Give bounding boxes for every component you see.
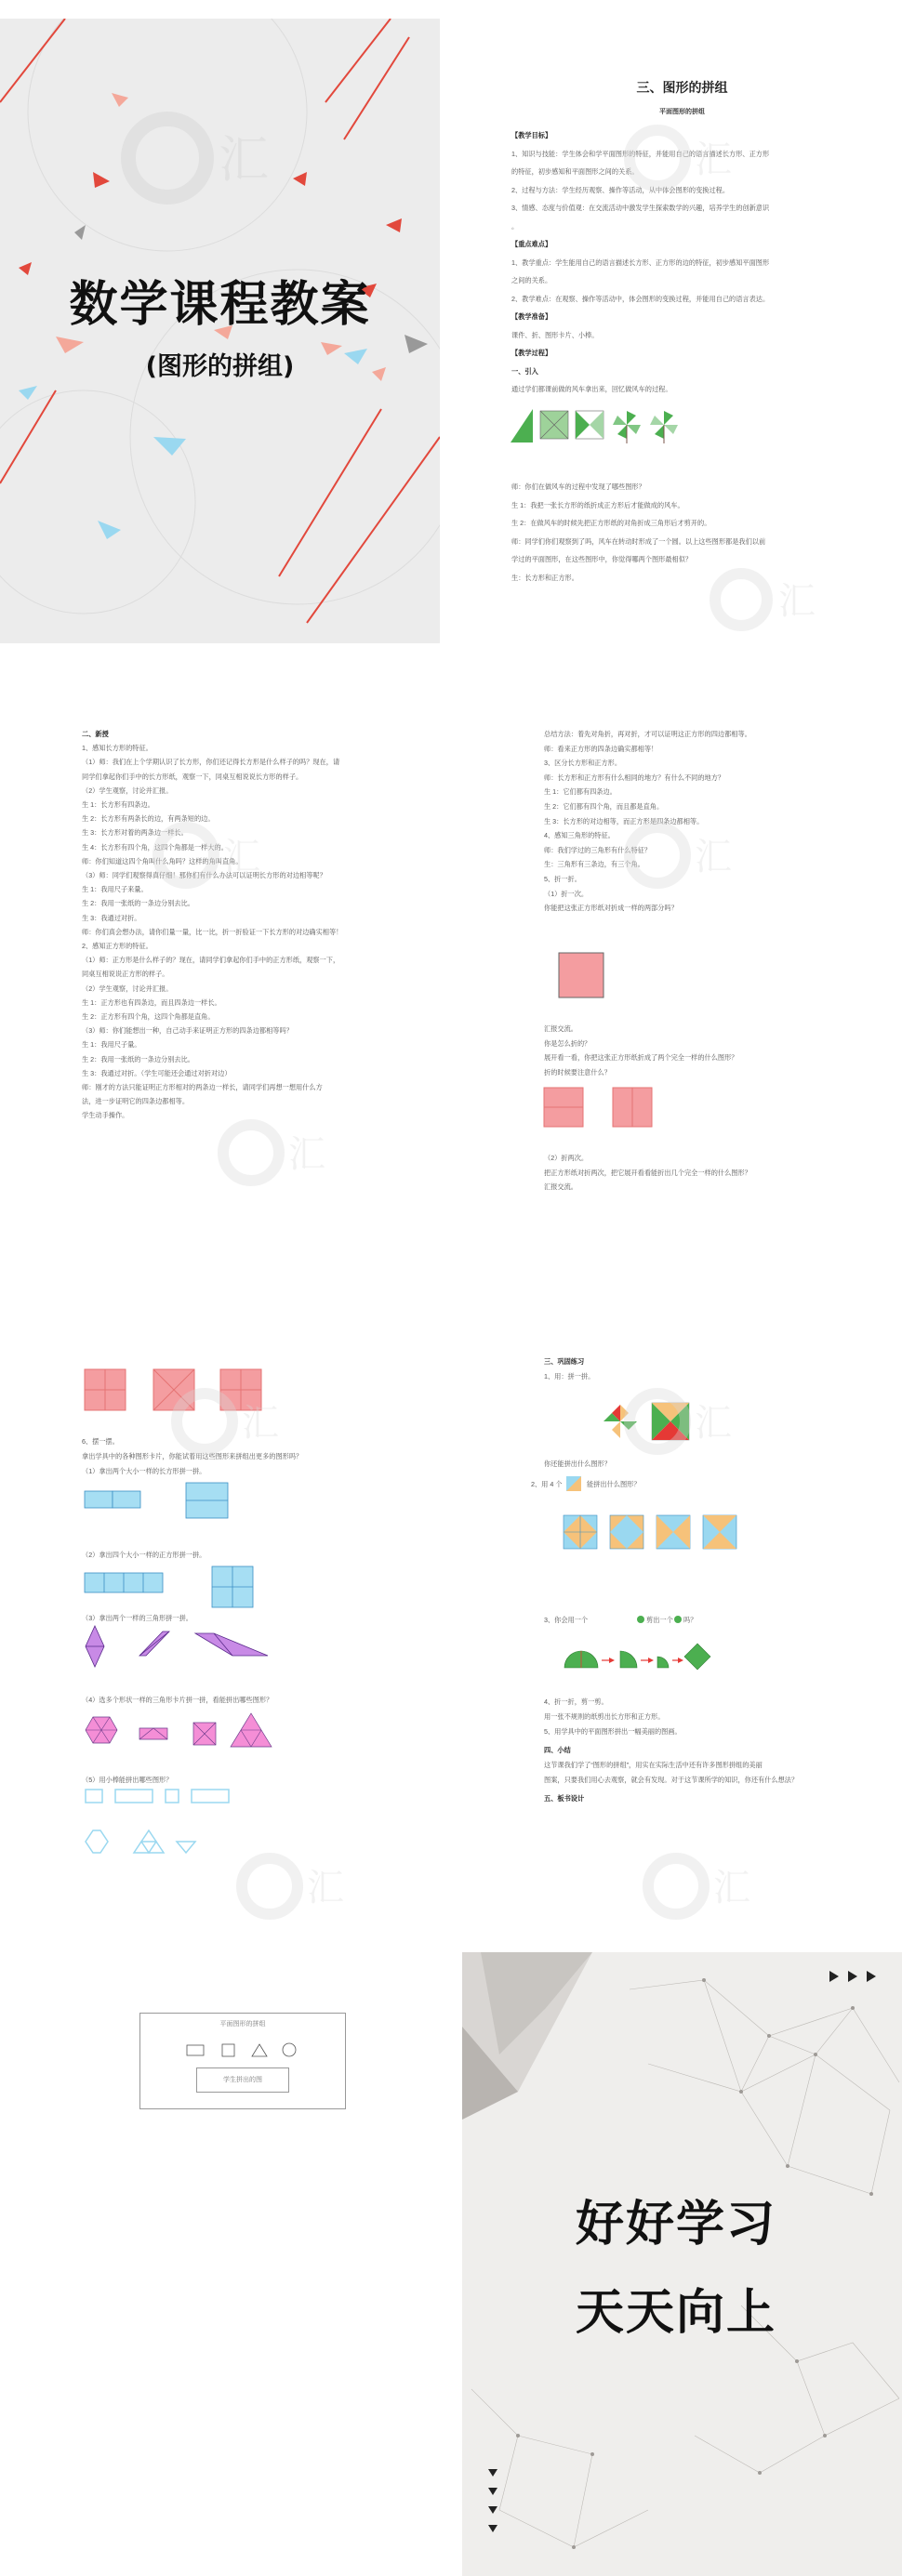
text-line: 2、用 4 个 <box>531 1480 563 1488</box>
text-line: 五、板书设计 <box>544 1794 585 1803</box>
cover-title: 数学课程教案 <box>69 277 371 333</box>
watermark-icon <box>214 1106 344 1199</box>
page-2 <box>462 0 902 643</box>
page-3 <box>0 688 440 1331</box>
closing-page <box>462 1952 902 2576</box>
text-line: 生 2：长方形有两条长的边，有两条短的边。 <box>82 814 215 824</box>
text-line: 生 2：它们都有四个角，而且都是直角。 <box>544 802 664 811</box>
square-patterns <box>563 1514 749 1552</box>
text-line: 的特征，初步感知和平面图形之间的关系。 <box>511 167 639 176</box>
svg-text:汇: 汇 <box>223 836 260 878</box>
green-dot-icon <box>636 1615 645 1624</box>
text-line: 师：刚才的方法只能证明正方形相对的两条边一样长，请同学们再想一想用什么方 <box>82 1083 323 1091</box>
text-line: 师：同学们你们观察到了吗，风车在转动时形成了一个圆。以上这些图形都是我们以前 <box>511 536 766 546</box>
text-line: 生：长方形和正方形。 <box>511 573 578 582</box>
text-line: 1、感知长方形的特征。 <box>82 744 153 753</box>
closing-line-1: 好好学习 <box>576 2197 777 2252</box>
text-line: 4、感知三角形的特征。 <box>544 831 615 840</box>
text-line: 生 2：我用一张纸的一条边分别去比。 <box>82 899 194 908</box>
text-line: 生：三角形有三条边，有三个角。 <box>544 860 644 869</box>
text-line: 剪出一个 <box>646 1616 673 1624</box>
text-line: 。 <box>511 221 519 231</box>
text-line: （3）拿出两个一样的三角形拼一拼。 <box>82 1614 192 1622</box>
text-line: 生 3：我通过对折。（学生可能还会通过对折对边） <box>82 1068 232 1077</box>
page-7 <box>0 1952 440 2576</box>
watermark-icon <box>620 809 750 902</box>
text-line: 2、教学难点：在观察、操作等活动中，体会图形的变换过程，并能用自己的语言表达。 <box>511 294 770 303</box>
watermark-icon <box>167 1375 298 1468</box>
text-line: 图案，只要我们用心去观察，就会有发现。对于这节课所学的知识，你还有什么想法？ <box>544 1776 799 1784</box>
text-line: 生 2：正方形有四个角，这四个角都是直角。 <box>82 1012 215 1021</box>
page-4 <box>462 688 902 1331</box>
text-line: 汇报交流。 <box>544 1182 577 1192</box>
watermark-icon <box>704 558 834 641</box>
text-line: （2）拿出四个大小一样的正方形拼一拼。 <box>82 1551 206 1559</box>
text-line: 生 2：在做风车的时候先把正方形纸的对角折成三角形后才剪开的。 <box>511 519 711 527</box>
text-line: 师：我们学过的三角形有什么特征？ <box>544 845 652 854</box>
text-line: （1）师：正方形是什么样子的？现在，请同学们拿起你们手中的正方形纸，观察一下， <box>82 956 340 965</box>
text-line: 课件、折、图形卡片、小棒。 <box>511 330 599 339</box>
svg-text:汇: 汇 <box>713 1867 750 1909</box>
text-line: 3、情感、态度与价值观：在交流活动中激发学生探索数学的兴趣，培养学生的创新意识 <box>511 204 770 212</box>
text-line: 【重点难点】 <box>511 240 552 248</box>
text-line: 生 1：我用尺子量。 <box>82 1040 141 1050</box>
text-line: 用一张不规则的纸剪出长方形和正方形。 <box>544 1712 665 1721</box>
text-line: （5）用小棒能拼出哪些图形？ <box>82 1776 173 1784</box>
text-line: 汇报交流。 <box>544 1024 577 1033</box>
board-shapes <box>185 2041 306 2060</box>
text-line: 5、用学具中的平面图形拼出一幅美丽的图画。 <box>544 1727 682 1736</box>
closing-line-2: 天天向上 <box>576 2285 777 2341</box>
text-line: 【教学过程】 <box>511 349 552 357</box>
text-line: 1、知识与技能：学生体会和学平面图形的特征，并能用自己的语言描述长方形、正方形 <box>511 149 770 158</box>
page-5 <box>0 1319 440 1962</box>
text-line: 2、过程与方法：学生经历观察、操作等活动，从中体会图形的变换过程。 <box>511 185 730 194</box>
text-line: 展开看一看，你把这张正方形纸折成了两个完全一样的什么图形？ <box>544 1053 738 1063</box>
text-line: （1）师：我们在上个学期认识了长方形，你们还记得长方形是什么样子的吗？现在，请 <box>82 758 340 767</box>
text-line: 【教学目标】 <box>511 131 552 139</box>
closing-decoration <box>462 1952 902 2576</box>
svg-text:汇: 汇 <box>288 1133 325 1176</box>
squares-figure <box>84 1565 260 1617</box>
text-line: 【教学准备】 <box>511 312 552 321</box>
text-line: 一、引入 <box>511 366 538 376</box>
text-line: （3）师：你们能想出一种，自己动手来证明正方形的四条边都相等吗？ <box>82 1026 293 1036</box>
board-design-box <box>139 2013 346 2109</box>
text-line: （1）拿出两个大小一样的长方形拼一拼。 <box>82 1467 206 1475</box>
small-square-icon <box>565 1475 584 1494</box>
text-line: 生 1：长方形有四条边。 <box>82 800 154 809</box>
text-line: 同学们拿起你们手中的长方形纸，观察一下，同桌互相说说长方形的样子。 <box>82 772 303 781</box>
svg-text:汇: 汇 <box>778 580 816 623</box>
text-line: 生 1：正方形也有四条边，而且四条边一样长。 <box>82 997 221 1007</box>
text-line: 6、摆一摆。 <box>82 1437 119 1446</box>
text-line: 学过的平面图形，在这些图形中，你觉得哪两个图形最相似？ <box>511 555 693 563</box>
text-line: 能拼出什么图形？ <box>587 1480 641 1488</box>
text-line: 通过学们都课前做的风车拿出来，回忆做风车的过程。 <box>511 385 672 393</box>
cut-sequence-figure <box>563 1640 711 1677</box>
text-line: 生 3：我通过对折。 <box>82 913 141 922</box>
watermark-icon <box>620 112 750 205</box>
text-line: 把正方形纸对折两次，把它展开看看能折出几个完全一样的什么图形？ <box>544 1168 751 1177</box>
text-line: 1、教学重点：学生能用自己的语言描述长方形、正方形的边的特征，初步感知平面图形 <box>511 258 770 267</box>
text-line: 生 3：长方形的对边相等，而正方形是四条边都相等。 <box>544 816 704 826</box>
board-footer: 学生拼出的图 <box>196 2067 289 2093</box>
watermark-icon <box>620 1375 750 1468</box>
text-line: 你是怎么折的？ <box>544 1038 591 1048</box>
text-line: 生 4：长方形有四个角，这四个角都是一样大的。 <box>82 842 228 852</box>
text-line: 师：长方形和正方形有什么相同的地方？有什么不同的地方？ <box>544 773 725 782</box>
text-line: （4）选多个形状一样的三角形卡片拼一拼，看能拼出哪些图形？ <box>82 1696 273 1704</box>
rectangles-figure <box>84 1482 232 1521</box>
cover-page <box>0 0 440 643</box>
text-line: 之间的关系。 <box>511 276 552 284</box>
text-line: （2）折两次。 <box>544 1154 589 1162</box>
text-line: 法，进一步证明它的四条边都相等。 <box>82 1097 190 1106</box>
text-line: 拿出学具中的各种图形卡片，你能试着用这些图形来拼组出更多的图形吗？ <box>82 1452 303 1460</box>
text-line: 生 2：我用一张纸的一条边分别去比。 <box>82 1054 194 1063</box>
text-line: （2）学生观察，讨论并汇报。 <box>82 786 173 795</box>
text-line: 学生动手操作。 <box>82 1111 129 1120</box>
text-line: 生 1：它们都有四条边。 <box>544 787 617 797</box>
triangles-figure <box>84 1624 270 1671</box>
svg-text:汇: 汇 <box>242 1402 279 1445</box>
green-dot-icon <box>673 1615 683 1624</box>
page-2-title: 三、图形的拼组 <box>636 80 728 95</box>
svg-text:汇: 汇 <box>307 1867 344 1909</box>
text-line: 2、感知正方形的特征。 <box>82 942 153 950</box>
text-line: 同桌互相说说正方形的样子。 <box>82 970 169 979</box>
text-line: 二、新授 <box>82 730 109 738</box>
text-line: 生 1：我把一张长方形的纸折成正方形后才能做成的风车。 <box>511 500 684 509</box>
watermark-icon <box>149 809 279 902</box>
text-line: 3、区分长方形和正方形。 <box>544 759 622 768</box>
text-line: （3）师：同学们观察得真仔细！那你们有什么办法可以证明长方形的对边相等呢？ <box>82 871 326 879</box>
text-line: 四、小结 <box>544 1746 571 1754</box>
pink-square-figure <box>558 952 604 998</box>
text-line: 5、折一折。 <box>544 875 581 883</box>
text-line: 总结方法：着先对角折，再对折，才可以证明这正方形的四边都相等。 <box>544 730 751 738</box>
text-line: （1）折一次。 <box>544 889 589 898</box>
text-line: 吗？ <box>683 1616 697 1624</box>
text-line: 4、折一折，剪一剪。 <box>544 1698 608 1706</box>
text-line: （2）学生观察，讨论并汇报。 <box>82 984 173 993</box>
text-line: 生 1：我用尺子来量。 <box>82 885 148 894</box>
text-line: 1、用：拼一拼。 <box>544 1372 595 1380</box>
text-line: 你能把这张正方形纸对折成一样的两部分吗？ <box>544 904 678 913</box>
text-line: 三、巩固练习 <box>544 1357 585 1366</box>
folded-square-figures <box>543 1087 655 1129</box>
watermark-icon <box>232 1840 363 1933</box>
svg-text:汇: 汇 <box>695 836 732 878</box>
watermark-icon <box>639 1840 769 1933</box>
text-line: 这节课我们学了“图形的拼组”，用实在实际生活中还有许多图形拼组的美丽 <box>544 1761 763 1769</box>
text-line: 生 3：长方形对着的两条边一样长。 <box>82 828 188 838</box>
text-line: 师：你们真会想办法，请你们量一量，比一比，折一折验证一下长方形的对边确实相等！ <box>82 927 343 936</box>
svg-text:汇: 汇 <box>219 130 269 189</box>
text-line: 师：看来正方形的四条边确实都相等！ <box>544 744 658 753</box>
page-6 <box>462 1319 902 1962</box>
cover-subtitle: (图形的拼组) <box>145 352 295 381</box>
multi-triangle-figure <box>84 1710 298 1751</box>
text-line: 折的时候要注意什么？ <box>544 1067 611 1077</box>
page-2-subtitle: 平面图形的拼组 <box>659 109 705 115</box>
board-title: 平面图形的拼组 <box>219 2021 266 2028</box>
svg-text:汇: 汇 <box>695 139 732 181</box>
svg-text:汇: 汇 <box>695 1402 732 1445</box>
text-line: 师：你们知道这四个角叫什么角吗？这样的角叫直角。 <box>82 856 243 865</box>
text-line: 师：你们在做风车的过程中发现了哪些图形？ <box>511 482 645 491</box>
pinwheel-figures <box>511 407 687 444</box>
text-line: 3、你会用一个 <box>544 1616 589 1624</box>
text-line: 你还能拼出什么图形？ <box>544 1460 611 1468</box>
